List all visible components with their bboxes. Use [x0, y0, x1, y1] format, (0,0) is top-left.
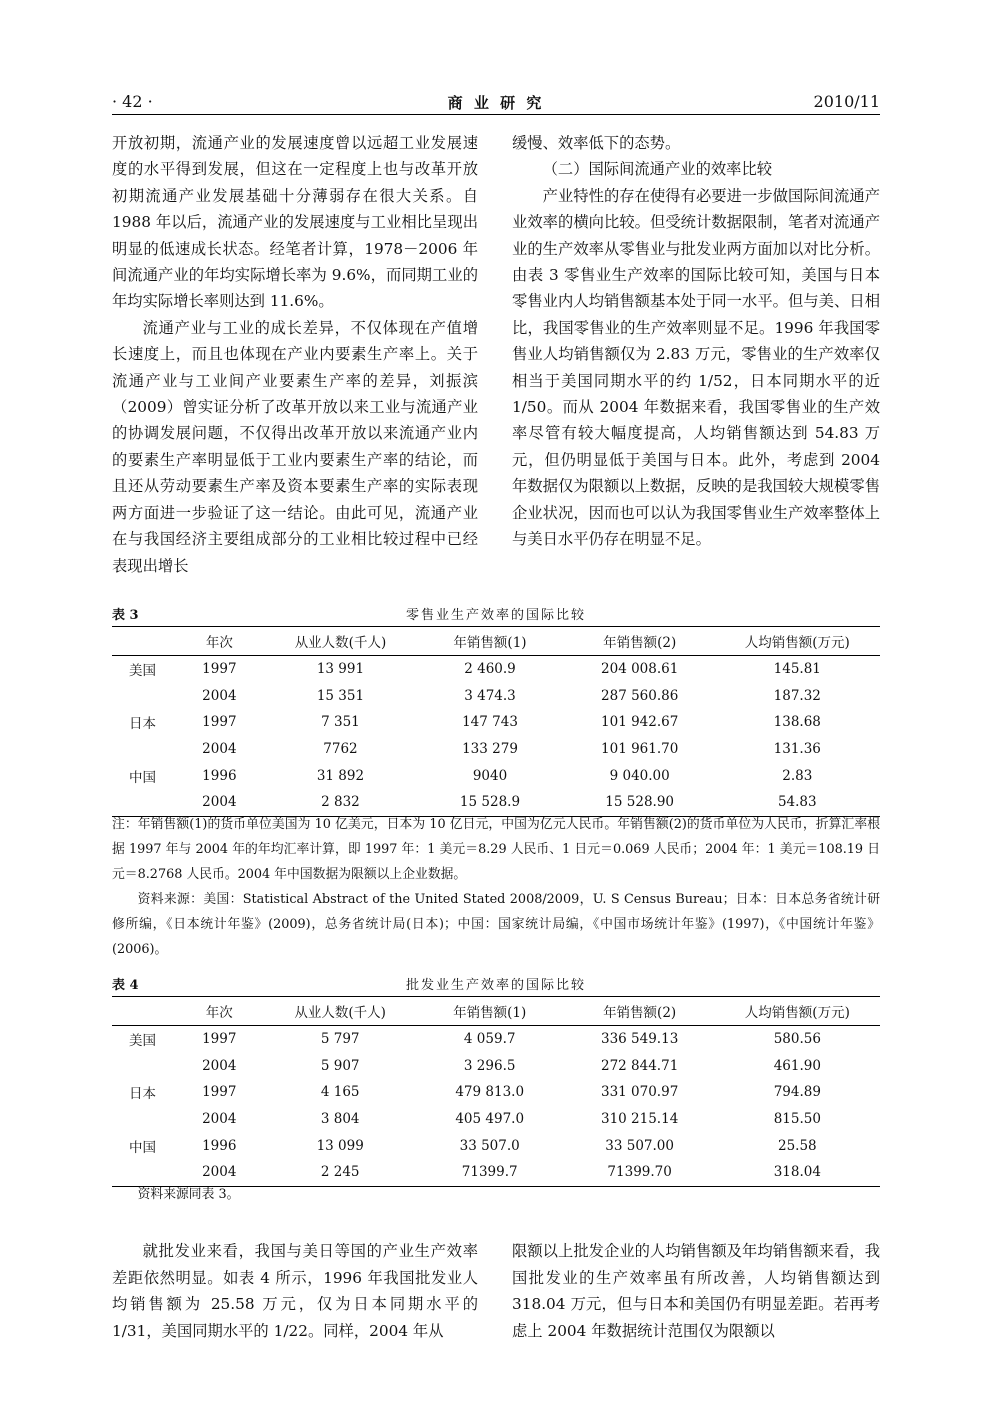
table-cell: 3 804	[320, 1111, 360, 1128]
table-cell	[112, 683, 173, 710]
table-cell: 815.50	[773, 1111, 821, 1128]
table-row	[112, 736, 880, 763]
table-cell: 美国	[128, 1033, 156, 1050]
header-cell: 年销售额(2)	[565, 997, 715, 1026]
header-cell	[112, 997, 173, 1026]
table-cell: 318.04	[715, 1159, 880, 1186]
table-cell: 15 351	[316, 687, 365, 704]
paragraph: 就批发业来看，我国与美日等国的产业生产效率差距依然明显。如表 4 所示，1996 年我国批发业人均销售额为 25.58 万元，仅为日本同期水平的 1/31，美国同期水平的 1/22。同样，2004 年从	[112, 1242, 478, 1340]
table-cell: 1997	[202, 661, 237, 678]
table-cell	[112, 1053, 173, 1080]
table-row	[112, 656, 880, 683]
paragraph: 产业特性的存在使得有必要进一步做国际间流通产业效率的横向比较。但受统计数据限制，笔者对流通产业的生产效率从零售业与批发业两方面加以对比分析。由表 3 零售业生产效率的国际比较可知，美国与日本零售业内人均销售额基本处于同一水平。但与美、日相比，我国零售业的生产效率则显不足。1996 年我国零售业人均销售额仅为 2.83 万元，零售业的生产效率仅相当于美国同期水平的约 1/52，日本同期水平的近 1/50。而从 2004 年数据来看，我国零售业的生产效率尽管有较大幅度提高，人均销售额达到 54.83 万元，但仍明显低于美国与日本。此外，考虑到 2004 年数据仅为限额以上数据，反映的是我国较大规模零售企业状况，因而也可以认为我国零售业生产效率整体上与美日水平仍存在明显不足。	[512, 186, 880, 549]
retail-efficiency-table	[112, 626, 880, 817]
table-cell: 9040	[472, 767, 508, 784]
section-heading: （二）国际间流通产业的效率比较	[542, 160, 773, 179]
right-column-upper	[512, 130, 880, 553]
page-number: · 42 ·	[112, 92, 153, 111]
table-cell: 4 059.7	[463, 1031, 516, 1048]
table-cell: 54.83	[715, 789, 880, 816]
table-cell: 2004	[173, 1159, 266, 1186]
table-row	[112, 1079, 880, 1106]
table-row	[112, 1132, 880, 1159]
table-cell: 2004	[202, 687, 237, 704]
table-3	[112, 604, 880, 817]
header-cell: 人均销售额(万元)	[715, 627, 880, 656]
table-cell: 中国	[128, 769, 156, 786]
table-cell	[112, 1106, 173, 1133]
table-cell: 33 507.00	[605, 1137, 674, 1154]
table-4-notes	[112, 1182, 880, 1207]
header-cell: 年销售额(2)	[565, 627, 715, 656]
table-cell: 2 245	[266, 1159, 415, 1186]
table-cell: 4 165	[320, 1084, 360, 1101]
table-cell: 133 279	[462, 741, 518, 758]
table-cell: 479 813.0	[455, 1084, 525, 1101]
table-cell: 1997	[202, 1031, 237, 1048]
table-cell: 2004	[173, 789, 266, 816]
table-cell: 15 528.90	[565, 789, 715, 816]
table-label: 表 4	[112, 978, 139, 993]
table-cell: 147 743	[462, 714, 518, 731]
table-cell: 2004	[202, 1057, 237, 1074]
table-cell: 405 497.0	[455, 1111, 525, 1128]
table-4	[112, 974, 880, 1187]
table-row	[112, 1106, 880, 1133]
table-cell: 25.58	[778, 1137, 817, 1154]
table-cell: 日本	[128, 1086, 156, 1103]
paragraph: 缓慢、效率低下的态势。	[512, 134, 681, 152]
table-row	[112, 1026, 880, 1053]
paragraph: 开放初期，流通产业的发展速度曾以远超工业发展速度的水平得到发展，但这在一定程度上也与改革开放初期流通产业发展基础十分薄弱存在很大关系。自 1988 年以后，流通产业的发展速度与工业相比呈现出明显的低速成长状态。经笔者计算，1978－2006 年间流通产业的年均实际增长率为 9.6%，而同期工业的年均实际增长率则达到 11.6%。	[112, 134, 478, 311]
left-column-upper	[112, 130, 478, 579]
table-row	[112, 683, 880, 710]
table-cell: 3 296.5	[463, 1057, 516, 1074]
table-cell: 2.83	[782, 767, 813, 784]
table-cell: 187.32	[773, 687, 821, 704]
table-cell: 日本	[128, 716, 156, 733]
table-cell: 2004	[202, 741, 237, 758]
wholesale-efficiency-table	[112, 996, 880, 1187]
table-cell: 1996	[202, 767, 237, 784]
table-row	[112, 762, 880, 789]
table-cell: 287 560.86	[601, 687, 679, 704]
table-cell: 中国	[128, 1139, 156, 1156]
issue-number: 2010/11	[813, 92, 880, 111]
table-cell: 101 942.67	[601, 714, 679, 731]
journal-name: 商 业 研 究	[447, 94, 545, 112]
table-cell: 5 797	[320, 1031, 360, 1048]
header-cell: 年次	[173, 997, 266, 1026]
table-note: 注：年销售额(1)的货币单位美国为 10 亿美元，日本为 10 亿日元，中国为亿元人民币。年销售额(2)的货币单位为人民币，折算汇率根据 1997 年与 2004 年的年均汇率计算，即 1997 年：1 美元＝8.29 人民币、1 日元＝0.069 人民币；2004 年：1 美元＝108.19 日元＝8.2768 人民币。2004 年中国数据为限额以上企业数据。	[112, 817, 880, 882]
table-row	[112, 709, 880, 736]
table-cell: 331 070.97	[600, 1084, 679, 1101]
table-cell: 204 008.61	[601, 661, 679, 678]
table-cell: 138.68	[773, 714, 821, 731]
header-cell: 年次	[173, 627, 266, 656]
table-cell: 13 099	[316, 1137, 364, 1154]
table-cell: 33 507.0	[459, 1137, 520, 1154]
table-cell: 71399.70	[565, 1159, 715, 1186]
right-column-lower	[512, 1238, 880, 1344]
paragraph: 限额以上批发企业的人均销售额及年均销售额来看，我国批发业的生产效率虽有所改善，人均销售额达到 318.04 万元，但与日本和美国仍有明显差距。若再考虑上 2004 年数据统计范围仅为限额以	[512, 1242, 880, 1340]
table-cell: 2 460.9	[464, 661, 516, 678]
header-cell: 从业人数(千人)	[266, 627, 415, 656]
table-cell: 7 351	[321, 714, 360, 731]
header-cell: 年销售额(1)	[415, 627, 565, 656]
table-cell: 310 215.14	[600, 1111, 679, 1128]
table-cell: 71399.7	[415, 1159, 565, 1186]
header-cell: 人均销售额(万元)	[715, 997, 880, 1026]
table-cell: 145.81	[773, 661, 821, 678]
table-title: 批发业生产效率的国际比较	[405, 978, 586, 993]
left-column-lower	[112, 1238, 478, 1344]
table-cell: 3 474.3	[464, 687, 516, 704]
table-cell: 31 892	[316, 767, 365, 784]
table-cell: 美国	[128, 663, 156, 680]
table-source: 资料来源同表 3。	[137, 1187, 240, 1202]
table-cell	[112, 736, 173, 763]
table-cell: 13 991	[316, 661, 365, 678]
table-cell: 461.90	[773, 1057, 821, 1074]
table-cell: 131.36	[773, 741, 821, 758]
table-cell: 272 844.71	[600, 1057, 679, 1074]
table-cell: 9 040.00	[609, 767, 670, 784]
table-cell: 336 549.13	[600, 1031, 679, 1048]
table-cell: 101 961.70	[601, 741, 679, 758]
table-cell: 1997	[202, 714, 237, 731]
table-3-notes	[112, 812, 880, 962]
table-cell: 7762	[323, 741, 358, 758]
table-cell: 580.56	[773, 1031, 821, 1048]
table-label: 表 3	[112, 608, 139, 623]
table-cell: 2004	[202, 1111, 237, 1128]
table-source: 资料来源：美国：Statistical Abstract of the United Stated 2008/2009，U. S Census Bureau；日本：日本总务省统计研修所编，《日本统计年鉴》(2009)，总务省统计局(日本)；中国：国家统计局编，《中国市场统计年鉴》(1997)，《中国统计年鉴》(2006)。	[112, 892, 880, 957]
table-cell: 2 832	[266, 789, 415, 816]
table-cell: 1997	[202, 1084, 237, 1101]
header-cell: 从业人数(千人)	[266, 997, 415, 1026]
running-header	[112, 92, 880, 115]
table-cell: 1996	[202, 1137, 237, 1154]
header-cell	[112, 627, 173, 656]
header-cell: 年销售额(1)	[415, 997, 565, 1026]
table-cell: 794.89	[773, 1084, 821, 1101]
table-row	[112, 1053, 880, 1080]
table-title: 零售业生产效率的国际比较	[405, 608, 586, 623]
paragraph: 流通产业与工业的成长差异，不仅体现在产值增长速度上，而且也体现在产业内要素生产率上。关于流通产业与工业间产业要素生产率的差异，刘振滨（2009）曾实证分析了改革开放以来工业与流通产业的协调发展问题，不仅得出改革开放以来流通产业内的要素生产率明显低于工业内要素生产率的结论，而且还从劳动要素生产率及资本要素生产率的实际表现两方面进一步验证了这一结论。由此可见，流通产业在与我国经济主要组成部分的工业相比较过程中已经表现出增长	[112, 318, 478, 575]
table-cell: 15 528.9	[415, 789, 565, 816]
table-cell: 5 907	[320, 1057, 360, 1074]
